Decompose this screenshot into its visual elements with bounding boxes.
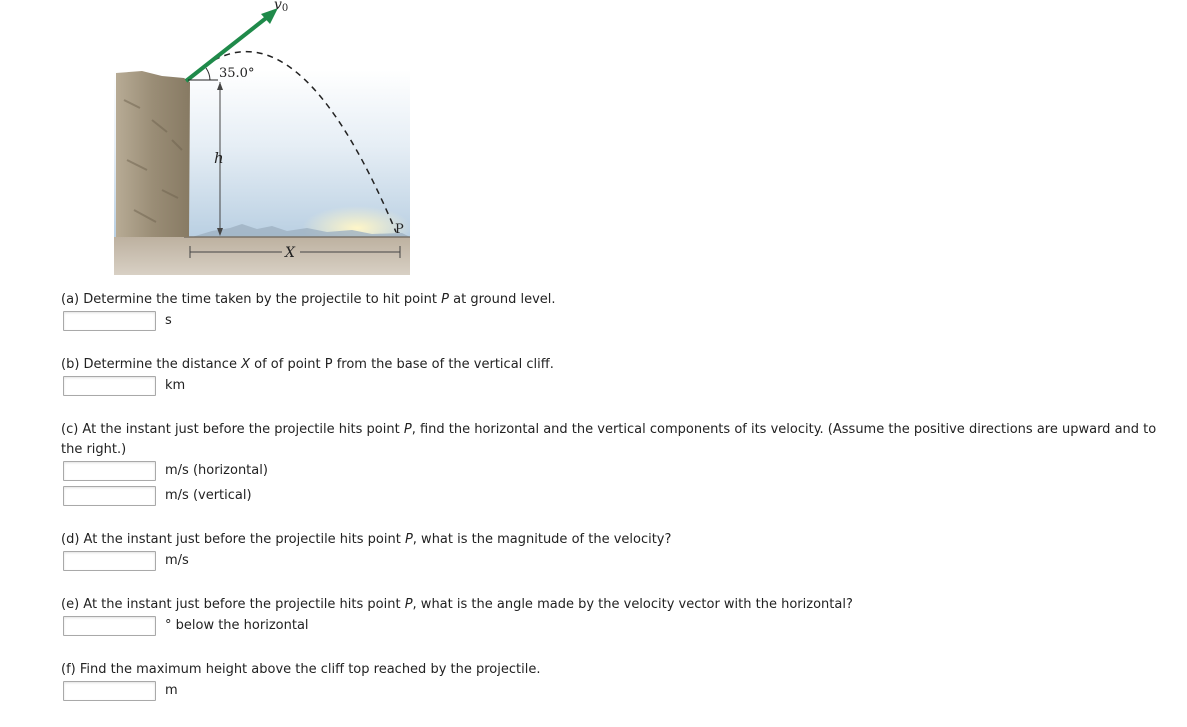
answer-d-input[interactable] <box>63 551 156 571</box>
answer-a-unit: s <box>165 313 172 328</box>
answer-f-unit: m <box>165 683 178 698</box>
question-f-text: (f) Find the maximum height above the cliff top reached by the projectile. <box>61 662 541 677</box>
v0-label: v0 <box>274 0 289 14</box>
answer-d-unit: m/s <box>165 553 189 568</box>
question-c-text: (c) At the instant just before the projectile hits point P, find the horizontal and the vertical components of its velocity. (Assume the positive directions are upward and to the right.) <box>61 422 1157 457</box>
answer-b-input[interactable] <box>63 376 156 396</box>
answer-c-horizontal-input[interactable] <box>63 461 156 481</box>
question-a-text: (a) Determine the time taken by the projectile to hit point P at ground level. <box>61 292 556 307</box>
ground <box>114 237 410 275</box>
h-label: h <box>214 149 224 167</box>
projectile-cliff-figure <box>112 0 412 278</box>
angle-label: 35.0° <box>219 66 255 81</box>
cliff <box>116 71 190 237</box>
answer-c-horizontal-unit: m/s (horizontal) <box>165 463 268 478</box>
answer-e-unit: ° below the horizontal <box>165 618 309 633</box>
answer-c-vertical-input[interactable] <box>63 486 156 506</box>
answer-f-input[interactable] <box>63 681 156 701</box>
question-e-text: (e) At the instant just before the projectile hits point P, what is the angle made by the velocity vector with the horizontal? <box>61 597 853 612</box>
p-label: P <box>395 222 404 237</box>
answer-e-input[interactable] <box>63 616 156 636</box>
x-label: X <box>285 245 295 261</box>
question-d-text: (d) At the instant just before the projectile hits point P, what is the magnitude of the velocity? <box>61 532 672 547</box>
question-b-text: (b) Determine the distance X of of point P from the base of the vertical cliff. <box>61 357 554 372</box>
answer-b-unit: km <box>165 378 186 393</box>
answer-a-input[interactable] <box>63 311 156 331</box>
answer-c-vertical-unit: m/s (vertical) <box>165 488 252 503</box>
